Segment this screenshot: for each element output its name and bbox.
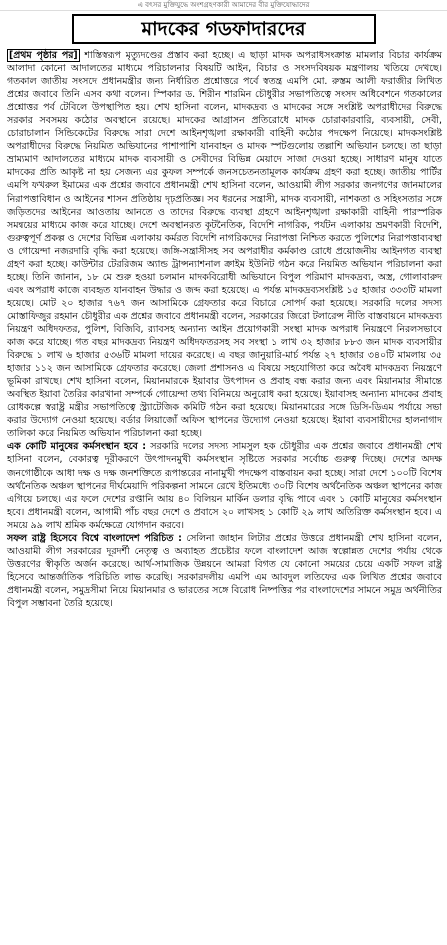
top-strip: এ বৎসর মুক্তিযুদ্ধে অংশগ্রহণকারী আমাদের বীর মুক্তিযোদ্ধাদের xyxy=(0,0,447,11)
paragraph-main xyxy=(7,49,442,440)
paragraph-successful-state xyxy=(7,532,442,610)
subhead-successful-state: সফল রাষ্ট্র হিসেবে বিশ্বে বাংলাদেশ পরিচিত : xyxy=(7,532,182,544)
paragraph-text: শাস্তিস্বরূপ মৃত্যুদণ্ডের প্রস্তাব করা হচ্ছে। এ ছাড়া মাদক অপরাধসংক্রান্ত মামলার বিচার কার্যক্রম আলাদা কোনো আদালতের মাধ্যমে পরিচালনার বিষয়টি আইন, বিচার ও সংসদবিষয়ক মন্ত্রণালয় খতিয়ে দেখছে। গতকাল জাতীয় সংসদে প্রধানমন্ত্রীর জন্য নির্ধারিত প্রশ্নোত্তরে পর্বে স্বতন্ত্র এমপি মো. রুস্তম আলী ফরাজীর লিখিত প্রশ্নের জবাবে তিনি এসব কথা বলেন। স্পিকার ড. শিরীন শারমিন চৌধুরীর সভাপতিত্বে সংসদ অধিবেশনে গতকালের প্রশ্নোত্তর পর্ব টেবিলে উপস্থাপিত হয়। শেখ হাসিনা বলেন, মাদকদ্রব্য ও মাদকের সঙ্গে সংশ্লিষ্ট অপরাধীদের বিরুদ্ধে সরকার সবসময় কঠোর অবস্থানে রয়েছে। মাদকের আগ্রাসন প্রতিরোধে মাদক চোরাকারবারি, ব্যবসায়ী, সেবী, চোরাচালান সিন্ডিকেটের বিরুদ্ধে সারা দেশে আইনশৃঙ্খলা রক্ষাকারী বাহিনী কঠোর পদক্ষেপ নিয়েছে। মাদকসংশ্লিষ্ট অপরাধীদের বিরুদ্ধে নিয়মিত অভিযানের পাশাপাশি যানবাহন ও মাদক স্পটগুলোয় তল্লাশি অভিযান চলছে। তা ছাড়া ভ্রাম্যমাণ আদালতের মাধ্যমে মাদক ব্যবসায়ী ও সেবীদের বিভিন্ন মেয়াদে সাজা দেওয়া হচ্ছে। সাধারণ মানুষ যাতে মাদকের প্রতি আকৃষ্ট না হয় সেজন্য এর কুফল সম্পর্কে জনসচেতনতামূলক কার্যক্রম গ্রহণ করা হচ্ছে। জাতীয় পার্টির এমপি ফখরুল ইমামের এক প্রশ্নের জবাবে প্রধানমন্ত্রী শেখ হাসিনা বলেন, আওয়ামী লীগ সরকার জনগণের জানমালের নিরাপত্তাবিধান ও আইনের শাসন প্রতিষ্ঠায় দৃঢ়প্রতিজ্ঞ। সব ধরনের সন্ত্রাসী, মাদক ব্যবসায়ী, নাশকতা ও সহিংসতার সঙ্গে জড়িতদের আইনের আওতায় আনতে ও তাদের বিরুদ্ধে ব্যবস্থা গ্রহণে আইনশৃঙ্খলা রক্ষাকারী বাহিনী পারস্পরিক সমন্বয়ের মাধ্যমে কাজ করে যাচ্ছে। দেশে অবস্থানরত কূটনৈতিক, বিদেশি নাগরিক, পর্যটন এলাকায় ভ্রমণকারী বিদেশি, গুরুত্বপূর্ণ প্রকল্প ও দেশের বিভিন্ন এলাকায় কর্মরত বিদেশি নাগরিকদের নিরাপত্তা নিশ্চিত করতে পুলিশের নিরাপত্তাব্যবস্থা ও গোয়েন্দা নজরদারি বৃদ্ধি করা হয়েছে। জঙ্গি-সন্ত্রাসীসহ সব অপরাধীর কর্মকাণ্ড রোধে প্রয়োজনীয় আইনগত ব্যবস্থা গ্রহণ করা হচ্ছে। কাউন্টার টেররিজম অ্যান্ড ট্রান্সন্যাশনাল ক্রাইম ইউনিট গঠন করে নিয়মিত অভিযান পরিচালনা করা হচ্ছে। তিনি জানান, ১৮ মে শুরু হওয়া চলমান মাদকবিরোধী অভিযানে বিপুল পরিমাণ মাদকদ্রব্য, অস্ত্র, গোলাবারুদ এবং অপরাধ কাজে ব্যবহৃত যানবাহন উদ্ধার ও জব্দ করা হয়েছে। এ পর্যন্ত মাদকদ্রব্যসংশ্লিষ্ট ১৫ হাজার ৩৩৩টি মামলা হয়েছে। মোট ২০ হাজার ৭৬৭ জন আসামিকে গ্রেফতার করে বিচারে সোপর্দ করা হয়েছে। সরকারি দলের সদস্য মোস্তাফিজুর রহমান চৌধুরীর এক প্রশ্নের জবাবে প্রধানমন্ত্রী বলেন, সরকারের জিরো টলারেন্স নীতি বাস্তবায়নে মাদকদ্রব্য নিয়ন্ত্রণ অধিদফতর, পুলিশ, বিজিবি, র‍্যাবসহ অন্যান্য আইন প্রয়োগকারী সংস্থা মাদক অপরাধ নিয়ন্ত্রণে নিরলসভাবে কাজ করে যাচ্ছে। গত বছর মাদকদ্রব্য নিয়ন্ত্রণ অধিদফতরসহ সব সংস্থা ১ লাখ ৩২ হাজার ৮৮৩ জন মাদক ব্যবসায়ীর বিরুদ্ধে ১ লাখ ৬ হাজার ৫৩৬টি মামলা দায়ের করেছে। এ বছর জানুয়ারি-মার্চ পর্যন্ত ২৭ হাজার ৩৪০টি মামলায় ৩৫ হাজার ১১২ জন আসামিকে গ্রেফতার করেছে। জেলা প্রশাসনও এ বিষয়ে সহযোগিতা করে অবৈধ মাদকদ্রব্য নিয়ন্ত্রণে ভূমিকা রাখছে। শেখ হাসিনা বলেন, মিয়ানমারকে ইয়াবার উৎপাদন ও প্রবাহ বন্ধ করার জন্য এবং মিয়ানমার সীমান্তে অবস্থিত ইয়াবা তৈরির কারখানা সম্পর্কে গোয়েন্দা তথ্য বিনিময়ে অনুরোধ করা হয়েছে। ইয়াবাসহ অন্যান্য মাদকের প্রবাহ রোধকল্পে স্বরাষ্ট্র মন্ত্রীর সভাপতিত্বে স্ট্র্যাটেজিক কমিটি গঠন করা হয়েছে। মিয়ানমারের সঙ্গে ডিসি-ডিএম পর্যায়ে সভা করার উদ্যোগ নেওয়া হয়েছে। বর্ডার লিয়াজোঁ অফিস স্থাপনের উদ্যোগ নেওয়া হয়েছে। ইয়াবা ব্যবসায়ীদের হালনাগাদ তালিকা করে নিয়মিত অভিযান পরিচালনা করা হচ্ছে। xyxy=(7,50,442,440)
paragraph-text: সেলিনা জাহান লিটার প্রশ্নের উত্তরে প্রধানমন্ত্রী শেখ হাসিনা বলেন, আওয়ামী লীগ সরকারের দূরদর্শী নেতৃত্ব ও অব্যাহত প্রচেষ্টার ফলে বাংলাদেশ আজ স্বল্পোন্নত দেশের পর্যায় থেকে উত্তরণের স্বীকৃতি অর্জন করেছে। আর্থ-সামাজিক উন্নয়নে আমরা বিগত যে কোনো সময়ের চেয়ে একটি সফল রাষ্ট্র হিসেবে আন্তর্জাতিক পরিচিতি লাভ করেছি। সরকারদলীয় এমপি এম আবদুল লতিফের এক লিখিত প্রশ্নের জবাবে প্রধানমন্ত্রী বলেন, সমুদ্রসীমা নিয়ে মিয়ানমার ও ভারতের সঙ্গে বিরোধ নিষ্পত্তির পর বাংলাদেশের সামনে সমুদ্র অর্থনীতির বিপুল সম্ভাবনা তৈরি হয়েছে। xyxy=(7,532,442,609)
headline: মাদকের গডফাদারদের xyxy=(72,14,376,44)
paragraph-employment xyxy=(7,440,442,531)
continued-from-front-tag: [প্রথম পৃষ্ঠার পর] xyxy=(9,50,78,61)
subhead-employment: এক কোটি মানুষের কর্মসংস্থান হবে : xyxy=(7,441,147,453)
paragraph-text: সরকারি দলের সদস্য সামসুল হক চৌধুরীর এক প্রশ্নের জবাবে প্রধানমন্ত্রী শেখ হাসিনা বলেন, বেকারত্ব দূরীকরণে উৎপাদনমুখী কর্মসংস্থান সৃষ্টিতে সরকার সর্বোচ্চ গুরুত্ব দিচ্ছে। দেশের অদক্ষ জনগোষ্ঠীকে আধা দক্ষ ও দক্ষ জনশক্তিতে রূপান্তরের নানামুখী পদক্ষেপ বাস্তবায়ন করা হচ্ছে। সারা দেশে ১০০টি বিশেষ অর্থনৈতিক অঞ্চল স্থাপনের দীর্ঘমেয়াদি পরিকল্পনা সামনে রেখে ইতিমধ্যে ৩০টি বিশেষ অর্থনৈতিক অঞ্চল স্থাপনের কাজ এগিয়ে চলছে। এর ফলে দেশের রপ্তানি আয় ৪০ বিলিয়ন মার্কিন ডলার বৃদ্ধি পাবে এবং ১ কোটি মানুষের কর্মসংস্থান হবে। প্রধানমন্ত্রী বলেন, আগামী পাঁচ বছর দেশে ও প্রবাসে ২০ লাখসহ ১ কোটি ২৯ লাখ অতিরিক্ত কর্মসংস্থান হবে। এ সময়ে ৯৯ লাখ শ্রমিক কর্মক্ষেত্রে যোগদান করবে। xyxy=(7,441,442,531)
article-body xyxy=(0,49,447,610)
